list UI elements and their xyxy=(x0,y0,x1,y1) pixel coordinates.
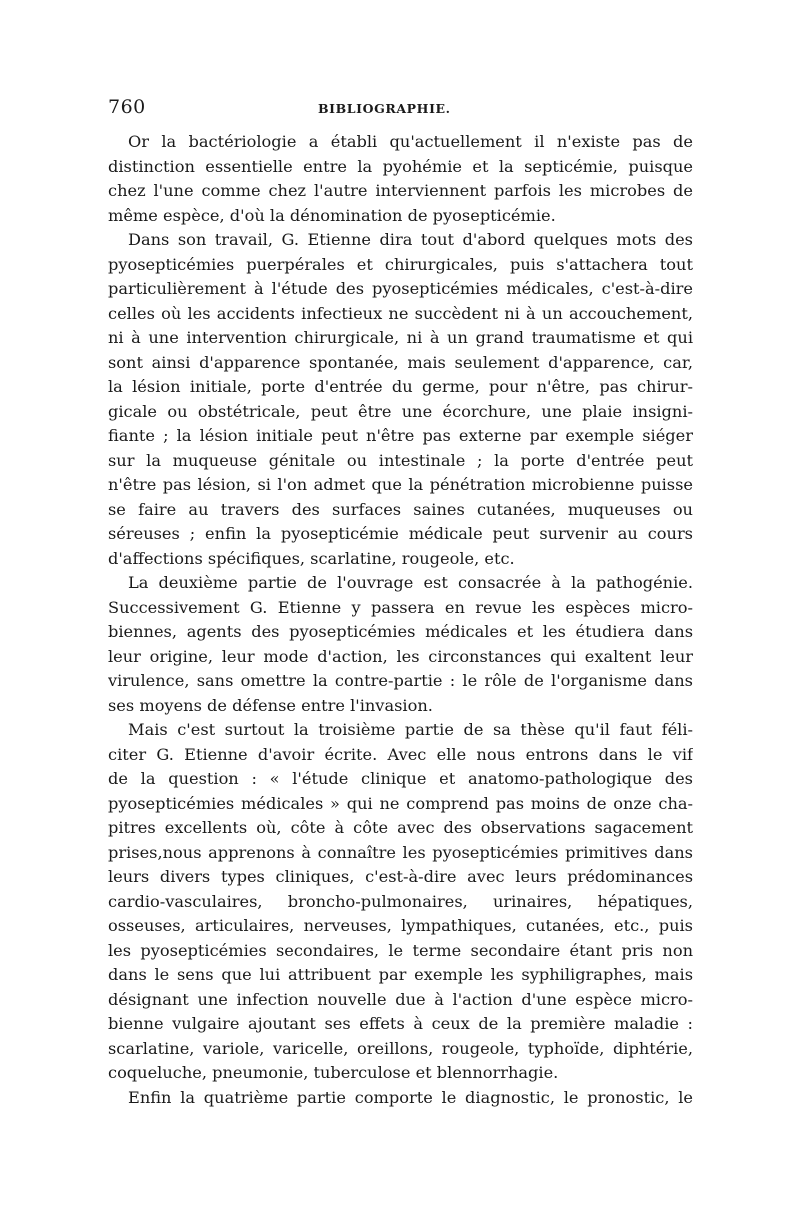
text-line: La deuxième partie de l'ouvrage est consacrée à la pathogénie. xyxy=(128,573,693,592)
text-line: Enfin la quatrième partie comporte le diagnostic, le pronostic, le xyxy=(128,1087,693,1107)
text-line: prises,nous apprenons à connaître les pyosepticémies primitives dans xyxy=(108,842,693,862)
text-line: même espèce, d'où la dénomination de pyosepticémie. xyxy=(108,205,556,225)
text-line: scarlatine, variole, varicelle, oreillons, rougeole, typhoïde, diphtérie, xyxy=(108,1038,693,1058)
text-line: celles où les accidents infectieux ne succèdent ni à un accouchement, xyxy=(108,303,693,323)
page-header xyxy=(108,96,693,120)
page-number: 760 xyxy=(108,96,146,118)
text-line: bienne vulgaire ajoutant ses effets à ceux de la première maladie : xyxy=(108,1014,693,1033)
text-line: les pyosepticémies secondaires, le terme secondaire étant pris non xyxy=(108,940,693,960)
text-line: leurs divers types cliniques, c'est-à-dire avec leurs prédominances xyxy=(108,867,693,886)
text-line: se faire au travers des surfaces saines cutanées, muqueuses ou xyxy=(108,499,693,519)
text-line: gicale ou obstétricale, peut être une écorchure, une plaie insigni- xyxy=(108,401,693,421)
text-line: sur la muqueuse génitale ou intestinale ; la porte d'entrée peut xyxy=(108,450,693,470)
text-line: Dans son travail, G. Etienne dira tout d'abord quelques mots des xyxy=(128,230,693,249)
text-line: ses moyens de défense entre l'invasion. xyxy=(108,695,433,715)
text-line: pitres excellents où, côte à côte avec des observations sagacement xyxy=(108,818,693,837)
body-text xyxy=(108,130,693,1110)
text-line: de la question : « l'étude clinique et anatomo-pathologique des xyxy=(108,769,693,788)
text-line: sont ainsi d'apparence spontanée, mais seulement d'apparence, car, xyxy=(108,352,693,372)
text-line: désignant une infection nouvelle due à l'action d'une espèce micro- xyxy=(108,989,693,1009)
text-line: fiante ; la lésion initiale peut n'être pas externe par exemple siéger xyxy=(108,426,693,445)
text-line: pyosepticémies médicales » qui ne comprend pas moins de onze cha- xyxy=(108,793,693,813)
text-line: cardio-vasculaires, broncho-pulmonaires, urinaires, hépatiques, xyxy=(108,891,693,911)
text-line: chez l'une comme chez l'autre interviennent parfois les microbes de xyxy=(108,181,693,200)
text-line: Or la bactériologie a établi qu'actuellement il n'existe pas de xyxy=(128,132,693,151)
text-line: coqueluche, pneumonie, tuberculose et blennorrhagie. xyxy=(108,1063,559,1082)
text-line: la lésion initiale, porte d'entrée du germe, pour n'être, pas chirur- xyxy=(108,377,693,396)
text-line: biennes, agents des pyosepticémies médicales et les étudiera dans xyxy=(108,622,693,641)
text-line: pyosepticémies puerpérales et chirurgicales, puis s'attachera tout xyxy=(108,254,693,274)
running-title: BIBLIOGRAPHIE. xyxy=(318,101,451,116)
text-line: leur origine, leur mode d'action, les circonstances qui exaltent leur xyxy=(108,646,693,666)
text-line: distinction essentielle entre la pyohémie et la septicémie, puisque xyxy=(108,156,693,176)
text-line: particulièrement à l'étude des pyosepticémies médicales, c'est-à-dire xyxy=(108,279,693,298)
text-line: citer G. Etienne d'avoir écrite. Avec elle nous entrons dans le vif xyxy=(108,744,693,764)
text-line: ni à une intervention chirurgicale, ni à un grand traumatisme et qui xyxy=(108,328,693,347)
text-line: osseuses, articulaires, nerveuses, lympathiques, cutanées, etc., puis xyxy=(108,916,693,935)
text-line: virulence, sans omettre la contre-partie : le rôle de l'organisme dans xyxy=(108,671,693,690)
text-line: Successivement G. Etienne y passera en revue les espèces micro- xyxy=(108,597,693,617)
text-line: dans le sens que lui attribuent par exemple les syphiligraphes, mais xyxy=(108,965,693,984)
text-line: n'être pas lésion, si l'on admet que la pénétration microbienne puisse xyxy=(108,475,693,494)
text-line: Mais c'est surtout la troisième partie de sa thèse qu'il faut féli- xyxy=(128,720,693,739)
text-line: d'affections spécifiques, scarlatine, rougeole, etc. xyxy=(108,548,515,568)
text-line: séreuses ; enfin la pyosepticémie médicale peut survenir au cours xyxy=(108,524,693,543)
